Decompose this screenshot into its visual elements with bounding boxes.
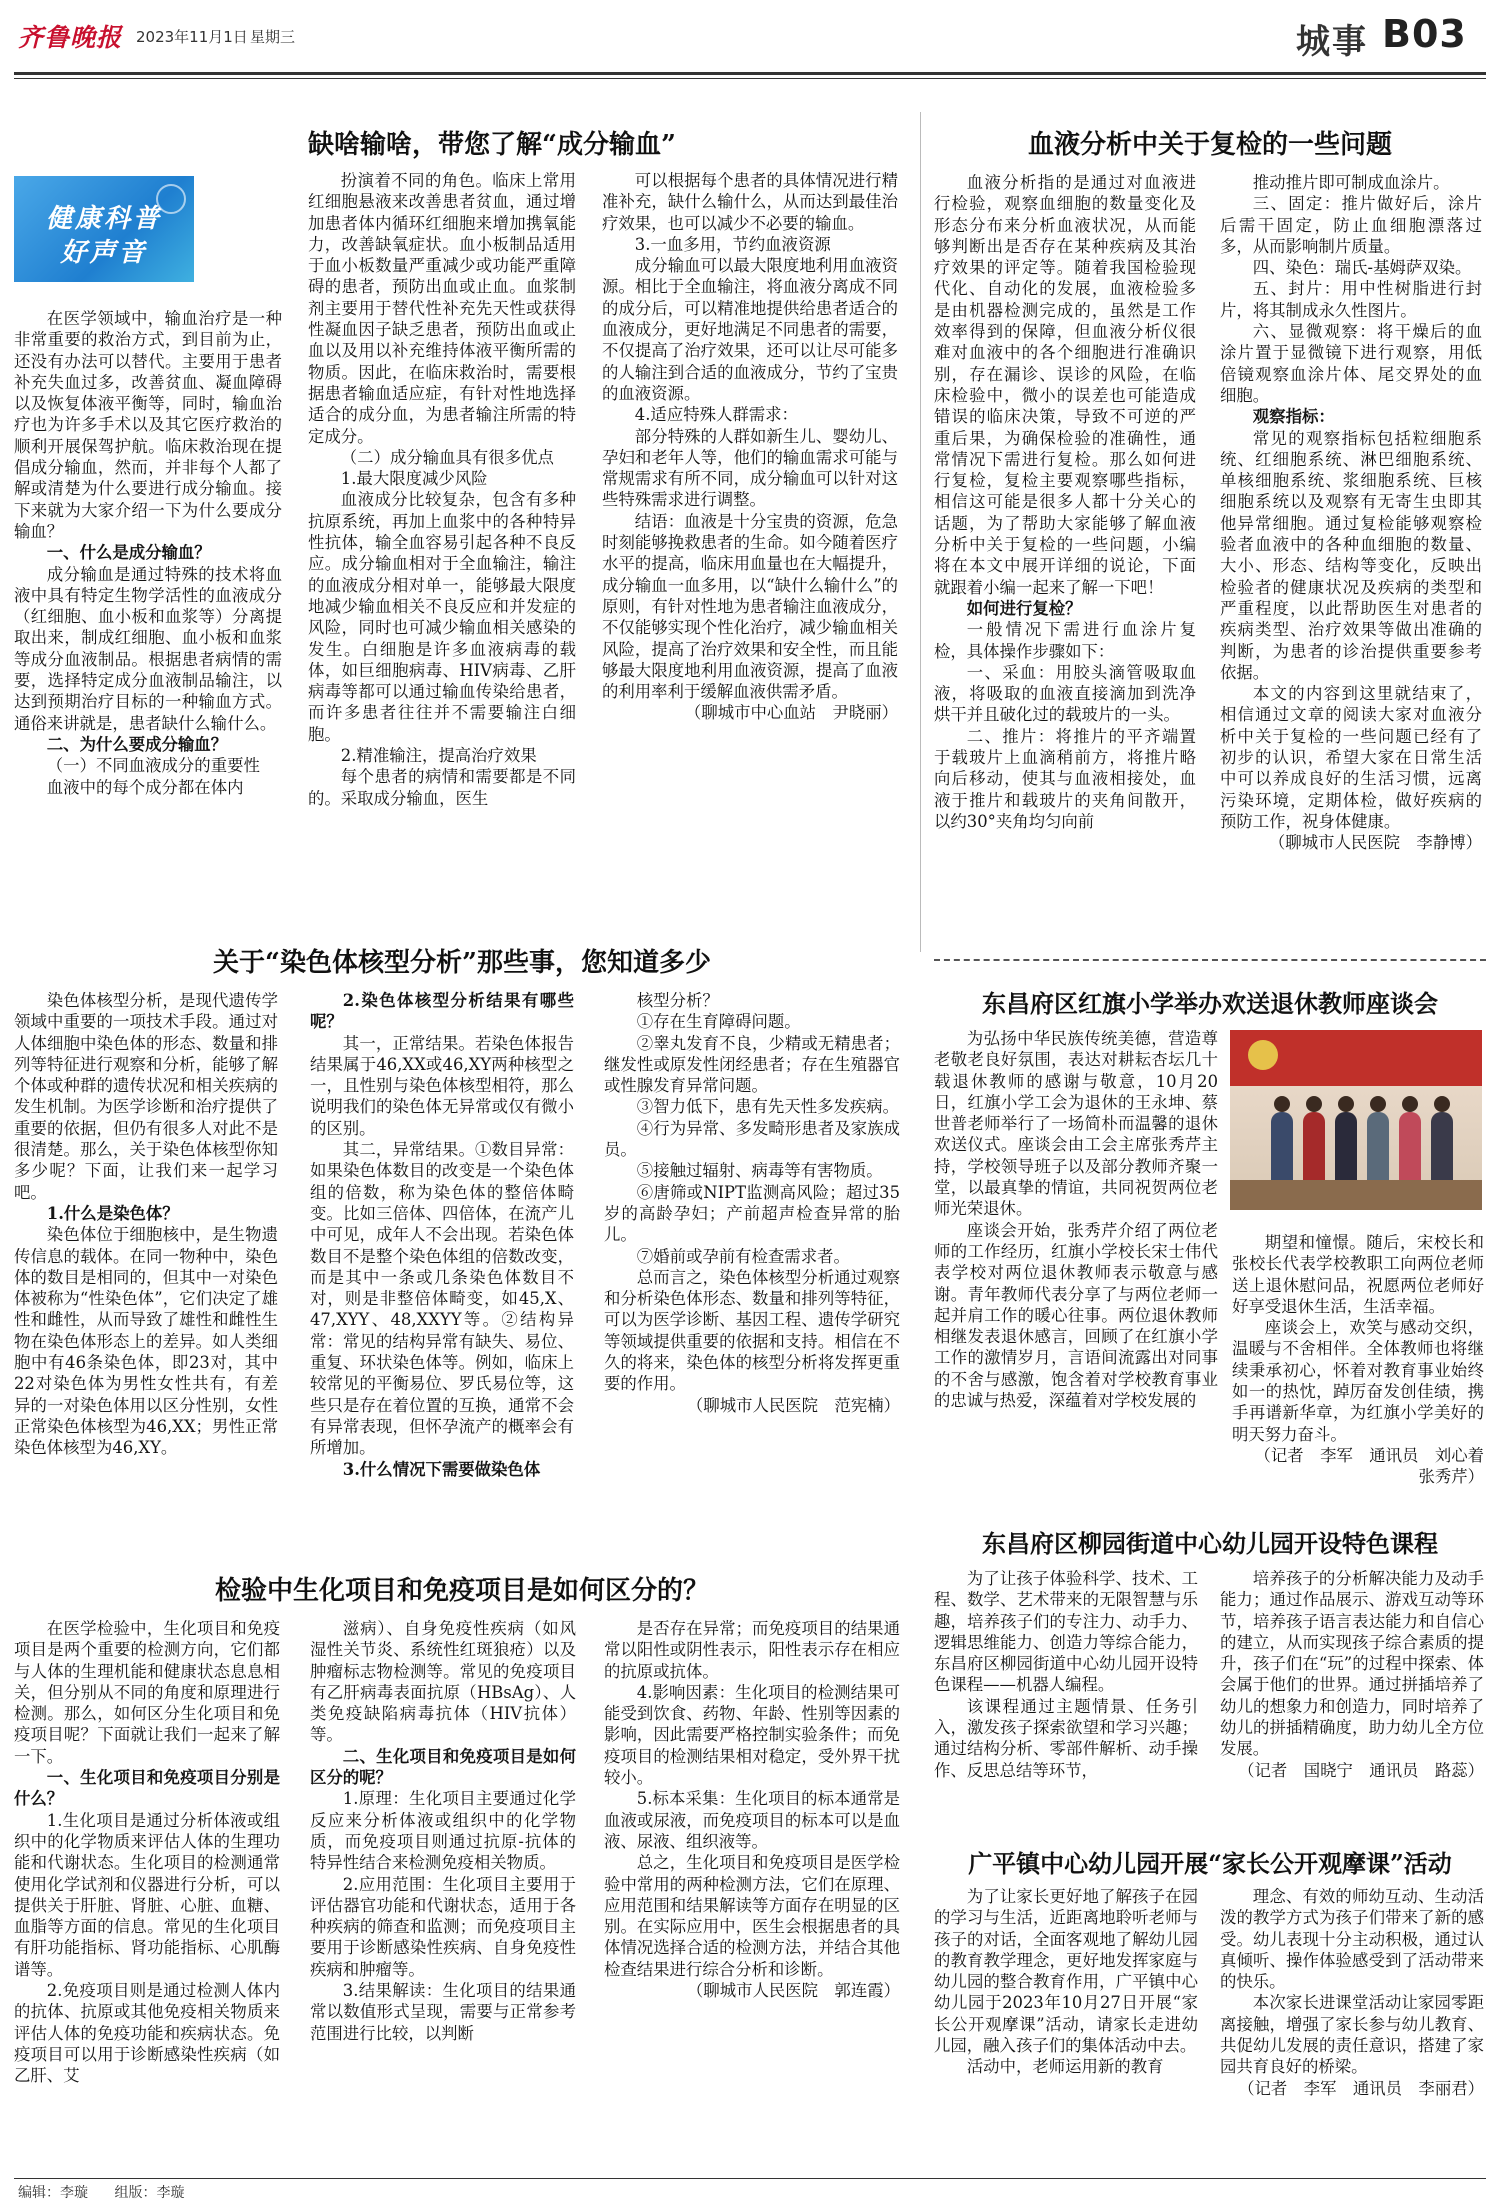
paragraph: ⑥唐筛或NIPT监测高风险；超过35岁的高龄孕妇；产前超声检查异常的胎儿。 [604, 1182, 900, 1245]
subheading: 2.染色体核型分析结果有哪些呢？ [310, 991, 574, 1032]
article-title: 东昌府区红旗小学举办欢送退休教师座谈会 [982, 989, 1438, 1018]
subheading: 一、什么是成分输血？ [46, 543, 211, 563]
article-column [310, 990, 574, 1556]
paragraph: 血液分析指的是通过对血液进行检验，观察血细胞的数量变化及形态分布来分析血液状况，从而能够判断出是否存在某种疾病及其治疗效果的评定等。随着我国检验现代化、自动化的发展，血液检验多是由机器检测完成的，虽然是工作效率得到的保障，但血液分析仪很难对血液中的各个细胞进行准确识别，存在漏诊、误诊的风险，在临床检验中，微小的误差也可能造成错误的临床决策，导致不可逆的严重后果，为确保检验的准确性，通常情况下需进行复检。那么如何进行复检，复检主要观察哪些指标，相信这可能是很多人都十分关心的话题，为了帮助大家能够了解血液分析中关于复检的一些问题，小编将在本文中展开详细的说论，下面就跟着小编一起来了解一下吧！ [934, 173, 1196, 597]
paragraph: 2.应用范围：生化项目主要用于评估器官功能和代谢状态，适用于各种疾病的筛查和监测；而免疫项目主要用于诊断感染性疾病、自身免疫性疾病和肿瘤等。 [310, 1874, 576, 1979]
paragraph: 推动推片即可制成血涂片。 [1252, 173, 1450, 192]
paragraph: 总而言之，染色体核型分析通过观察和分析染色体形态、数量和排列等特征，可以为医学诊断、基因工程、遗传学研究等领域提供重要的依据和支持。相信在不久的将来，染色体的核型分析将发挥更重要的作用。 [604, 1267, 900, 1394]
paragraph: ③智力低下，患有先天性多发疾病。 [636, 1097, 900, 1117]
paragraph: ②睾丸发育不良，少精或无精患者；继发性或原发性闭经患者；存在生殖器官或性腺发育异常问题。 [604, 1033, 900, 1096]
paragraph: 成分输血可以最大限度地利用血液资源。相比于全血输注，将血液分离成不同的成分后，可以精准地提供给患者适合的血液成分，更好地满足不同患者的需要，不仅提高了治疗效果，还可以让尽可能多的人输注到合适的血液成分，节约了宝贵的血液资源。 [602, 256, 898, 403]
byline: （记者 国晓宁 通讯员 路蕊） [1238, 1760, 1484, 1780]
paragraph: 座谈会开始，张秀芹介绍了两位老师的工作经历，红旗小学校长宋士伟代表学校对两位退休教师表示敬意与感谢。青年教师代表分享了与两位老师一起并肩工作的暖心往事。两位退休教师相继发表退休感言，回顾了在红旗小学工作的激情岁月，言语间流露出对同事的不舍与感激，饱含着对学校教育事业的忠诚与热爱，深蕴着对学校发展的 [934, 1220, 1218, 1411]
paragraph: 本次家长进课堂活动让家园零距离接触，增强了家长参与幼儿教育、共促幼儿发展的责任意识，搭建了家园共育良好的桥梁。 [1220, 1993, 1484, 2077]
article-column [14, 308, 282, 928]
emblem-icon [1248, 1040, 1278, 1070]
retirement-meeting-photo [1230, 1030, 1482, 1210]
paragraph: 染色体核型分析，是现代遗传学领域中重要的一项技术手段。通过对人体细胞中染色体的形态、数量和排列等特征进行观察和分析，能够了解个体或种群的遗传状况和相关疾病的发生机制。为医学诊断和治疗提供了重要的依据，但仍有很多人对此不是很清楚。那么，关于染色体核型你知多少呢？下面，让我们来一起学习吧。 [14, 991, 278, 1202]
paragraph: 2.免疫项目则是通过检测人体内的抗体、抗原或其他免疫相关物质来评估人体的免疫功能和疾病状态。免疫项目可以用于诊断感染性疾病（如乙肝、艾 [14, 1981, 280, 2086]
subheading: 如何进行复检？ [966, 598, 1082, 618]
paragraph: 该课程通过主题情景、任务引入，激发孩子探索欲望和学习兴趣；通过结构分析、零部件解析、动手操作、反思总结等环节， [934, 1696, 1198, 1780]
paragraph: 活动中，老师运用新的教育 [966, 2057, 1164, 2077]
paragraph: ⑦婚前或孕前有检查需求者。 [636, 1246, 850, 1266]
badge-line1: 健康科普 [45, 204, 162, 234]
paragraph: 培养孩子的分析解决能力及动手能力；通过作品展示、游戏互动等环节，培养孩子语言表达能力和自信心的建立，从而实现孩子综合素质的提升，孩子们在“玩”的过程中探索、体会属于他们的世界。通过拼插培养了幼儿的想象力和创造力，同时培养了幼儿的拼插精确度，助力幼儿全方位发展。 [1220, 1569, 1484, 1759]
article-column [602, 170, 898, 928]
subheading: 观察指标： [1252, 407, 1335, 427]
photo-person [1338, 1096, 1354, 1112]
paragraph: 五、封片：用中性树脂进行封片，将其制成永久性图片。 [1220, 279, 1482, 320]
photo-person [1402, 1096, 1418, 1112]
paragraph: 其一，正常结果。若染色体报告结果属于46,XX或46,XY两种核型之一，且性别与染色体核型相符，那么说明我们的染色体无异常或仅有微小的区别。 [310, 1033, 574, 1138]
article-blood-analysis-recheck [934, 118, 1486, 950]
photo-person [1274, 1096, 1290, 1112]
photo-person [1399, 1112, 1421, 1182]
article-column [934, 172, 1196, 948]
paragraph: 是否存在异常；而免疫项目的结果通常以阳性或阴性表示，阳性表示存在相应的抗原或抗体。 [604, 1619, 900, 1681]
paragraph: 1.最大限度减少风险 [340, 469, 488, 489]
byline: （聊城市人民医院 范宪楠） [686, 1395, 900, 1415]
paragraph: 六、显微观察：将干燥后的血涂片置于显微镜下进行观察，用低倍镜观察血涂片体、尾交界处的血细胞。 [1220, 322, 1482, 405]
article-title: 血液分析中关于复检的一些问题 [1027, 130, 1392, 160]
paragraph: 3.一血多用，节约血液资源 [634, 234, 831, 254]
paragraph: 4.适应特殊人群需求： [634, 405, 798, 425]
paragraph: 部分特殊的人群如新生儿、婴幼儿、孕妇和老年人等，他们的输血需求可能与常规需求有所不同，成分输血可以针对这些特殊需求进行调整。 [602, 426, 898, 510]
paragraph: 期望和憧憬。随后，宋校长和张校长代表学校教职工向两位老师送上退休慰问品，祝愿两位老师好好享受退休生活，生活幸福。 [1232, 1233, 1484, 1316]
article-title: 关于“染色体核型分析”那些事，您知道多少 [213, 948, 711, 978]
paragraph: 座谈会上，欢笑与感动交织，温暖与不舍相伴。全体教师也将继续秉承初心，怀着对教育事业始终如一的热忱，踔厉奋发创佳绩，携手再谱新华章，为红旗小学美好的明天努力奋斗。 [1232, 1318, 1484, 1444]
paragraph: 3.结果解读：生化项目的结果通常以数值形式呈现，需要与正常参考范围进行比较，以判断 [310, 1981, 576, 2043]
paragraph: 染色体位于细胞核中，是生物遗传信息的载体。在同一物种中，染色体的数目是相同的，但其中一对染色体被称为“性染色体”，它们决定了雄性和雌性，从而导致了雄性和雌性生物在染色体形态上的差异。如人类细胞中有46条染色体，即23对，其中22对染色体为男性女性共有，有差异的一对染色体用以区分性别，女性正常染色体核型为46,XX；男性正常染色体核型为46,XY。 [14, 1225, 278, 1458]
article-column [934, 1886, 1198, 2174]
masthead-logo: 齐鲁晚报 [18, 23, 123, 52]
article-column [1220, 1886, 1484, 2174]
paragraph: 4.影响因素：生化项目的检测结果可能受到饮食、药物、年龄、性别等因素的影响，因此需要严格控制实验条件；而免疫项目的检测结果相对稳定，受外界干扰较小。 [604, 1682, 900, 1788]
photo-person [1303, 1112, 1325, 1182]
article-column [1232, 1232, 1500, 1508]
header-rule [14, 72, 1486, 75]
photo-person [1271, 1112, 1293, 1182]
paragraph: 在医学领域中，输血治疗是一种非常重要的救治方式，到目前为止，还没有办法可以替代。主要用于患者补充失血过多，改善贫血、凝血障碍以及恢复体液平衡等，同时，输血治疗也为许多手术以及其它医疗救治的顺利开展保驾护航。临床救治现在提倡成分输血，然而，并非每个人都了解或清楚为什么要进行成分输血。接下来就为大家介绍一下为什么要成分输血？ [14, 309, 282, 541]
photo-person [1335, 1112, 1357, 1182]
subheading: 二、生化项目和免疫项目是如何区分的呢？ [310, 1746, 576, 1788]
article-title: 检验中生化项目和免疫项目是如何区分的？ [214, 1576, 709, 1606]
paragraph: （二）成分输血具有很多优点 [340, 447, 554, 467]
paragraph: 为了让孩子体验科学、技术、工程、数学、艺术带来的无限智慧与乐趣，培养孩子们的专注力、动手力、逻辑思维能力、创造力等综合能力，东昌府区柳园街道中心幼儿园开设特色课程——机器人编程。 [934, 1569, 1198, 1695]
byline: （聊城市人民医院 郭连霞） [686, 1981, 900, 2001]
byline: （记者 李军 通讯员 刘心着 张秀芹） [1254, 1445, 1500, 1487]
footer-rule [14, 2178, 1486, 2179]
photo-person [1367, 1112, 1389, 1182]
paragraph: 三、固定：推片做好后，涂片后需干固定，防止血细胞漂落过多，从而影响制片质量。 [1220, 194, 1482, 256]
article-column [604, 990, 900, 1556]
article-column [14, 990, 278, 1556]
article-column [310, 1618, 576, 2174]
paragraph: 每个患者的病情和需要都是不同的。采取成分输血，医生 [308, 767, 576, 808]
article-component-transfusion [14, 118, 910, 928]
paragraph: 可以根据每个患者的具体情况进行精准补充，缺什么输什么，从而达到最佳治疗效果，也可以减少不必要的输血。 [602, 171, 898, 233]
section-divider [934, 959, 1486, 961]
paragraph: 1.原理：生化项目主要通过化学反应来分析体液或组织中的化学物质，而免疫项目则通过抗原-抗体的特异性结合来检测免疫相关物质。 [310, 1789, 576, 1873]
paragraph: 四、染色：瑞氏-基姆萨双染。 [1252, 258, 1472, 278]
paragraph: 结语：血液是十分宝贵的资源，危急时刻能够挽救患者的生命。如今随着医疗水平的提高，临床用血量也在大幅提升，成分输血一血多用，以“缺什么输什么”的原则，有针对性地为患者输注血液成分，不仅能够实现个性化治疗，减少输血相关风险，提高了治疗效果和安全性，而且能够最大限度地利用血液资源，提高了血液的利用率利于缓解血液供需矛盾。 [602, 511, 898, 702]
article-column [934, 1568, 1198, 1838]
article-title: 缺啥输啥，带您了解“成分输血” [308, 130, 676, 160]
page-header [0, 0, 1500, 76]
paragraph: 血液中的每个成分都在体内 [46, 777, 244, 797]
health-science-badge [14, 176, 194, 282]
byline: （聊城市人民医院 李静博） [1268, 833, 1482, 853]
paragraph: 2.精准输注，提高治疗效果 [340, 746, 537, 766]
paragraph: 二、推片：将推片的平齐端置于载玻片上血滴稍前方，将推片略向后移动，使其与血液相接处，血液于推片和载玻片的夹角间散开，以约30°夹角均匀向前 [934, 726, 1196, 831]
issue-date: 2023年11月1日 [136, 28, 248, 46]
paragraph: 本文的内容到这里就结束了，相信通过文章的阅读大家对血液分析中关于复检的一些问题已经有了初步的认识，希望大家在日常生活中可以养成良好的生活习惯，远离污染环境，定期体检，做好疾病的预防工作，祝身体健康。 [1220, 684, 1482, 831]
byline: （记者 李军 通讯员 李丽君） [1238, 2078, 1484, 2098]
article-column [604, 1618, 900, 2174]
photo-person [1431, 1112, 1453, 1182]
paragraph: 1.生化项目是通过分析体液或组织中的化学物质来评估人体的生理功能和代谢状态。生化项目的检测通常使用化学试剂和仪器进行分析，可以提供关于肝脏、肾脏、心脏、血糖、血脂等方面的信息。常见的生化项目有肝功能指标、肾功能指标、心肌酶谱等。 [14, 1810, 280, 1979]
paragraph: 总之，生化项目和免疫项目是医学检验中常用的两种检测方法，它们在原理、应用范围和结果解读等方面存在明显的区别。在实际应用中，医生会根据患者的具体情况选择合适的检测方法，并结合其他检查结果进行综合分析和诊断。 [604, 1853, 900, 1979]
header-rule-thin [14, 78, 1486, 79]
paragraph: 为弘扬中华民族传统美德，营造尊老敬老良好氛围，表达对耕耘杏坛几十载退休教师的感谢与敬意，10月20日，红旗小学工会为退休的王永坤、蔡世普老师举行了一场简朴而温馨的退休欢送仪式。座谈会由工会主席张秀芹主持，学校领导班子以及部分教师齐聚一堂，以最真挚的情谊，共同祝贺两位老师光荣退休。 [934, 1029, 1218, 1219]
paragraph: 核型分析？ [636, 991, 719, 1010]
subheading: 1.什么是染色体？ [46, 1203, 179, 1223]
page-footer [18, 2182, 206, 2202]
photo-table [1230, 1180, 1482, 1210]
article-karyotype-analysis [14, 938, 910, 1558]
paragraph: ④行为异常、多发畸形患者及家族成员。 [604, 1118, 900, 1160]
paragraph: 一般情况下需进行血涂片复检，具体操作步骤如下： [934, 620, 1196, 661]
paragraph: （一）不同血液成分的重要性 [46, 756, 260, 776]
badge-line2: 好声音 [60, 238, 148, 268]
section-name: 城事 [1296, 22, 1368, 62]
paragraph: 一、采血：用胶头滴管吸取血液，将吸取的血液直接滴加到洗净烘干并且破化过的载玻片的一头。 [934, 662, 1196, 725]
subheading: 二、为什么要成分输血？ [46, 734, 228, 754]
byline: （聊城市中心血站 尹晓丽） [684, 703, 898, 723]
photo-person [1434, 1096, 1450, 1112]
article-column [308, 170, 576, 928]
paragraph: 扮演着不同的角色。临床上常用红细胞悬液来改善患者贫血，通过增加患者体内循环红细胞来增加携氧能力，改善缺氧症状。血小板制品适用于血小板数量严重减少或功能严重障碍的患者，预防出血或止血。血浆制剂主要用于替代性补充先天性或获得性凝血因子缺乏患者，预防出血或止血以及用以补充维持体液平衡所需的物质。因此，在临床救治时，需要根据患者输血适应症，有针对性地选择适合的成分血，为患者输注所需的特定成分。 [308, 171, 576, 446]
article-column [1220, 172, 1482, 948]
article-column [934, 1028, 1218, 1508]
issue-weekday: 星期三 [250, 28, 296, 46]
paragraph: 成分输血是通过特殊的技术将血液中具有特定生物学活性的血液成分（红细胞、血小板和血浆等）分离提取出来，制成红细胞、血小板和血浆等成分血液制品。根据患者病情的需要，选择特定成分血液制品输注，以达到预期治疗目标的一种输血方式。通俗来讲就是，患者缺什么输什么。 [14, 564, 282, 733]
editor-credit: 编辑：李璇 [18, 2185, 88, 2201]
photo-person [1370, 1096, 1386, 1112]
article-column [14, 1618, 280, 2174]
article-parent-open-class [934, 1840, 1486, 2176]
paragraph: ①存在生育障碍问题。 [636, 1012, 801, 1032]
article-title: 东昌府区柳园街道中心幼儿园开设特色课程 [982, 1529, 1438, 1558]
paragraph: 其二，异常结果。①数目异常：如果染色体数目的改变是一个染色体组的倍数，称为染色体的整倍体畸变。比如三倍体、四倍体，在流产儿中可见，成年人不会出现。若染色体数目不是整个染色体组的倍数改变，而是其中一条或几条染色体数目不对，则是非整倍体畸变，如45,X、47,XYY、48,XXYY等。②结构异常：常见的结构异常有缺失、易位、重复、环状染色体等。例如，临床上较常见的平衡易位、罗氏易位等，这些只是存在着位置的互换，通常不会有异常表现，但怀孕流产的概率会有所增加。 [310, 1140, 574, 1458]
paragraph: 理念、有效的师幼互动、生动活泼的教学方式为孩子们带来了新的感受。幼儿表现十分主动积极，通过认真倾听、操作体验感受到了活动带来的快乐。 [1220, 1887, 1484, 1992]
subheading: 一、生化项目和免疫项目分别是什么？ [14, 1768, 280, 1809]
paragraph: 为了让家长更好地了解孩子在园的学习与生活，近距离地聆听老师与孩子的对话，全面客观地了解幼儿园的教育教学理念，更好地发挥家庭与幼儿园的整合教育作用，广平镇中心幼儿园于2023年10月27日开展“家长公开观摩课”活动，请家长走进幼儿园，融入孩子们的集体活动中去。 [934, 1887, 1198, 2056]
paragraph: 常见的观察指标包括粒细胞系统、红细胞系统、淋巴细胞系统、单核细胞系统、浆细胞系统、巨核细胞系统以及观察有无寄生虫即其他异常细胞。通过复检能够观察检验者血液中的各种血细胞的数量、大小、形态、结构等变化，反映出检验者的健康状况及疾病的类型和严重程度，以此帮助医生对患者的疾病类型、治疗效果等做出准确的判断，为患者的诊治提供重要参考依据。 [1220, 428, 1482, 682]
paragraph: 血液成分比较复杂，包含有多种抗原系统，再加上血浆中的各种特异性抗体，输全血容易引起各种不良反应。成分输血相对于全血输注，输注的血液成分相对单一，能够最大限度地减少输血相关不良反应和并发症的风险，同时也可减少输血相关感染的发生。白细胞是许多血液病毒的载体，如巨细胞病毒、HIV病毒、乙肝病毒等都可以通过输血传染给患者，而许多患者往往并不需要输注白细胞。 [308, 490, 576, 744]
column-separator [920, 112, 921, 952]
article-biochem-vs-immune [14, 1566, 910, 2176]
photo-person [1306, 1096, 1322, 1112]
page-number: B03 [1382, 12, 1467, 56]
paragraph: 在医学检验中，生化项目和免疫项目是两个重要的检测方向，它们都与人体的生理机能和健康状态息息相关，但分别从不同的角度和原理进行检测。那么，如何区分生化项目和免疫项目呢？下面就让我们一起来了解一下。 [14, 1619, 280, 1766]
article-title: 广平镇中心幼儿园开展“家长公开观摩课”活动 [968, 1849, 1452, 1878]
paragraph: 滋病）、自身免疫性疾病（如风湿性关节炎、系统性红斑狼疮）以及肿瘤标志物检测等。常见的免疫项目有乙肝病毒表面抗原（HBsAg）、人类免疫缺陷病毒抗体（HIV抗体）等。 [310, 1619, 576, 1745]
layout-credit: 组版：李璇 [114, 2185, 185, 2201]
paragraph: ⑤接触过辐射、病毒等有害物质。 [636, 1161, 883, 1181]
subheading: 3.什么情况下需要做染色体 [342, 1459, 541, 1479]
article-column [1220, 1568, 1484, 1838]
paragraph: 5.标本采集：生化项目的标本通常是血液或尿液，而免疫项目的标本可以是血液、尿液、组织液等。 [604, 1789, 900, 1851]
article-robot-programming-course [934, 1520, 1486, 1840]
